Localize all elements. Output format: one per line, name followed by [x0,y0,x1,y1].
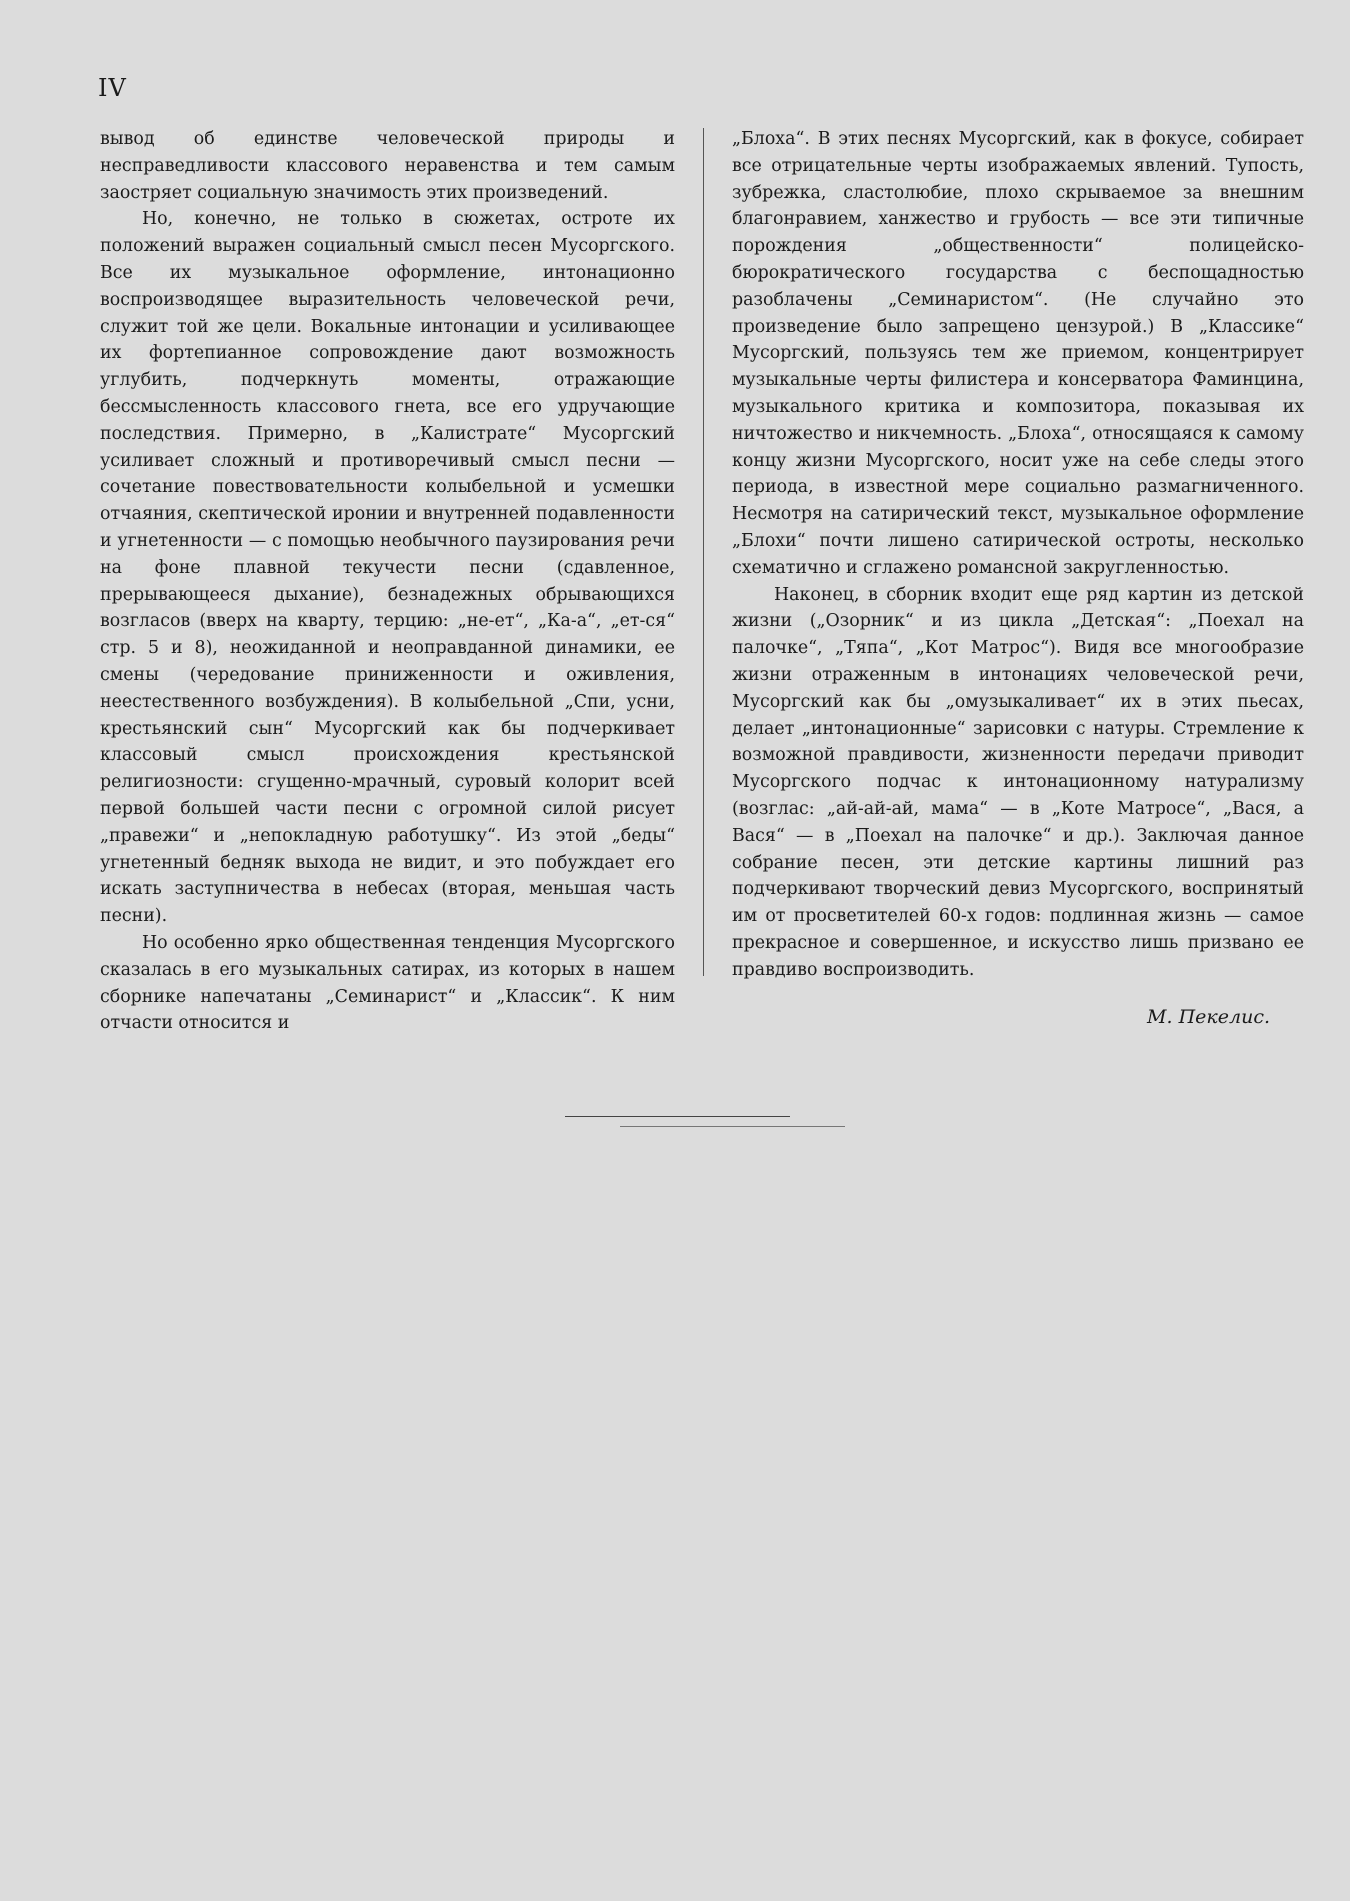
paragraph: „Блоха“. В этих песнях Мусоргский, как в фокусе, собирает все отрицательные черты изображаемых явлений. Тупость, зубрежка, сластолюбие, плохо скрываемое за внешним благонравием, ханжество и грубость — все эти типичные порождения „общественности“ полицейско-бюрократического государства с беспощадностью разоблачены „Семинаристом“. (Не случайно это произведение было запрещено цензурой.) В „Классике“ Мусоргский, пользуясь тем же приемом, концентрирует музыкальные черты филистера и консерватора Фаминцина, музыкального критика и композитора, показывая их ничтожество и никчемность. „Блоха“, относящаяся к самому концу жизни Мусоргского, носит уже на себе следы этого периода, в известной мере социально размагниченного. Несмотря на сатирический текст, музыкальное оформление „Блохи“ почти лишено сатирической остроты, несколько схематично и сглажено романсной закругленностью. [732,129,1304,578]
author-signature: М. Пекелис. [1147,1006,1270,1028]
paragraph: Но особенно ярко общественная тенденция Мусоргского сказалась в его музыкальных сатирах, из которых в нашем сборнике напечатаны „Семинарист“ и „Классик“. К ним отчасти относится и [100,932,675,1034]
paragraph: Наконец, в сборник входит еще ряд картин из детской жизни („Озорник“ и из цикла „Детская“: „Поехал на палочке“, „Тяпа“, „Кот Матрос“). Видя все многообразие жизни отраженным в интонациях человеческой речи, Мусоргский как бы „омузыкаливает“ их в этих пьесах, делает „интонационные“ зарисовки с натуры. Стремление к возможной правдивости, жизненности передачи приводит Мусоргского подчас к интонационному натурализму (возглас: „ай-ай-ай, мама“ — в „Коте Матросе“, „Вася, а Вася“ — в „Поехал на палочке“ и др.). Заключая данное собрание песен, эти детские картины лишний раз подчеркивают творческий девиз Мусоргского, воспринятый им от просветителей 60-х годов: подлинная жизнь — самое прекрасное и совершенное, и искусство лишь призвано ее правдиво воспроизводить. [732,584,1304,980]
column-divider [703,128,704,976]
end-divider [620,1126,845,1127]
end-divider [565,1116,790,1117]
paragraph: вывод об единстве человеческой природы и несправедливости классового неравенства и тем самым заостряет социальную значимость этих произведений. [100,129,675,203]
page-number: IV [98,74,127,102]
right-column [732,126,1304,984]
left-column [100,126,675,1037]
paragraph: Но, конечно, не только в сюжетах, остроте их положений выражен социальный смысл песен Мусоргского. Все их музыкальное оформление, интонационно воспроизводящее выразительность человеческой речи, служит той же цели. Вокальные интонации и усиливающее их фортепианное сопровождение дают возможность углубить, подчеркнуть моменты, отражающие бессмысленность классового гнета, все его удручающие последствия. Примерно, в „Калистрате“ Мусоргский усиливает сложный и противоречивый смысл песни — сочетание повествовательности колыбельной и усмешки отчаяния, скептической иронии и внутренней подавленности и угнетенности — с помощью необычного паузирования речи на фоне плавной текучести песни (сдавленное, прерывающееся дыхание), безнадежных обрывающихся возгласов (вверх на кварту, терцию: „не-ет“, „Ка-а“, „ет-ся“ стр. 5 и 8), неожиданной и неоправданной динамики, ее смены (чередование приниженности и оживления, неестественного возбуждения). В колыбельной „Спи, усни, крестьянский сын“ Мусоргский как бы подчеркивает классовый смысл происхождения крестьянской религиозности: сгущенно-мрачный, суровый колорит всей первой большей части песни с огромной силой рисует „правежи“ и „непокладную работушку“. Из этой „беды“ угнетенный бедняк выхода не видит, и это побуждает его искать заступничества в небесах (вторая, меньшая часть песни). [100,209,675,927]
